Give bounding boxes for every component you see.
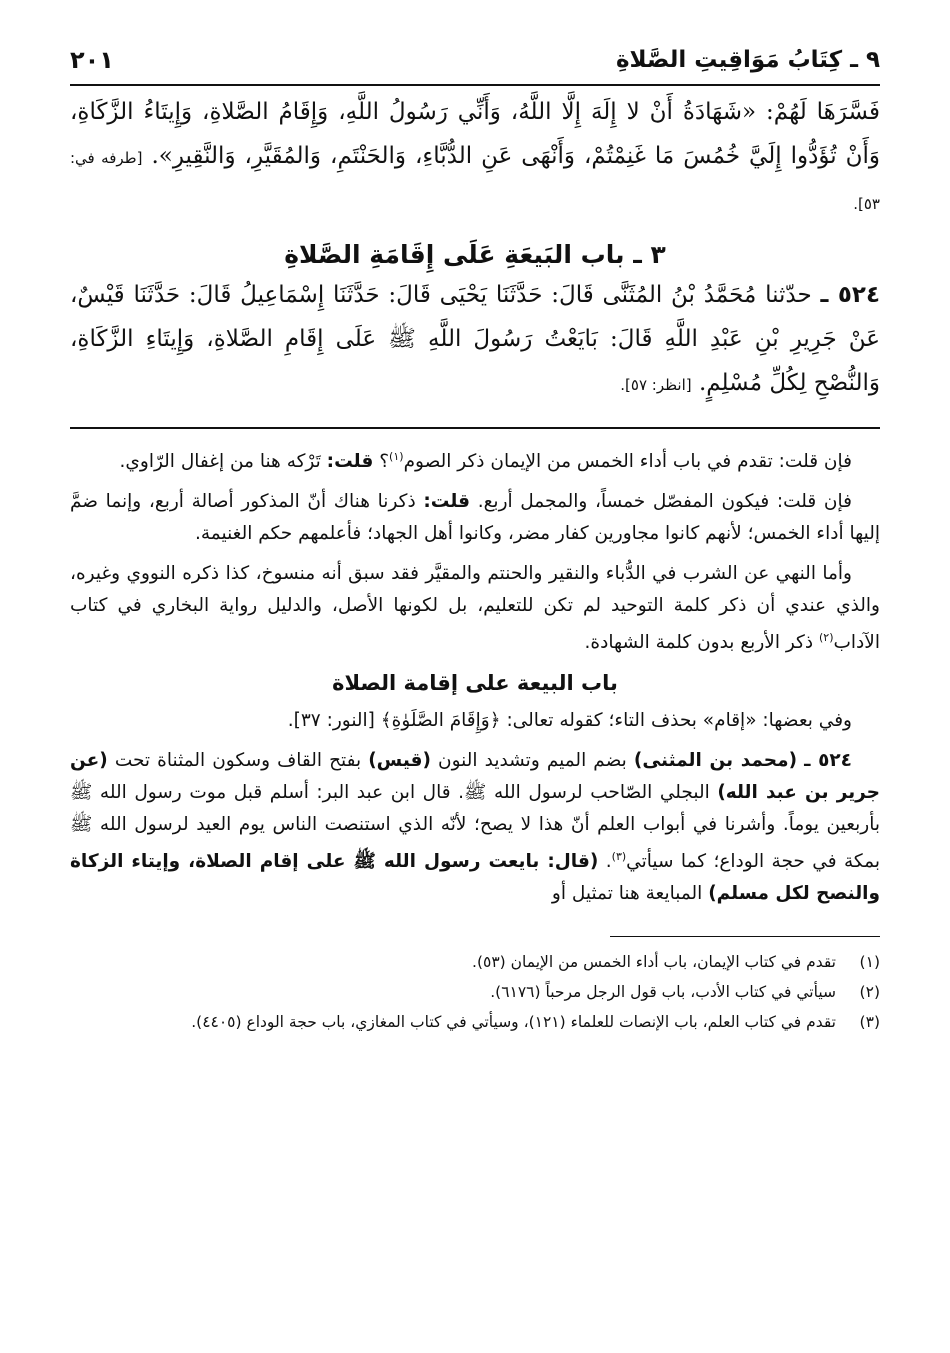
text: فإن قلت: تقدم في باب أداء الخمس من الإيمان ذكر الصوم bbox=[403, 451, 852, 473]
text: . bbox=[605, 851, 612, 873]
cross-reference: [طرفه في: ٥٣]. bbox=[70, 149, 880, 213]
qult-label: قلت: bbox=[326, 451, 374, 473]
footnote-rule bbox=[610, 936, 880, 937]
footnote-text: تقدم في كتاب العلم، باب الإنصات للعلماء (١٢١)، وسيأتي في كتاب المغازي، باب حجة الوداع (٤٤٠٥). bbox=[191, 1013, 836, 1032]
footnote-text: تقدم في كتاب الإيمان، باب أداء الخمس من الإيمان (٥٣). bbox=[472, 953, 836, 972]
commentary bbox=[70, 441, 880, 910]
commentary-paragraph bbox=[70, 486, 880, 550]
commentary-paragraph bbox=[70, 441, 880, 478]
text: وفي بعضها: «إقام» بحذف التاء؛ كقوله تعالى: bbox=[506, 710, 852, 732]
text: تَرْكه هنا من إغفال الرّاوي. bbox=[119, 451, 321, 473]
footnote bbox=[70, 947, 880, 977]
footnote bbox=[70, 1007, 880, 1037]
quran-quote: ﴿وَإِقَامَ الصَّلَوٰةِ﴾ bbox=[380, 710, 501, 732]
section-divider bbox=[70, 427, 880, 429]
text: بفتح القاف وسكون المثناة تحت bbox=[114, 750, 362, 772]
footnote-number: (١) bbox=[859, 953, 880, 972]
footnote-number: (٣) bbox=[859, 1013, 880, 1032]
hadith-number: ٥٢٤ ـ bbox=[820, 282, 881, 308]
hadith-text: حدّثنا مُحَمَّدُ بْنُ المُثَنَّى قَالَ: حَدَّثَنَا يَحْيَى قَالَ: حَدَّثَنَا إِسْمَاعِيلُ قَالَ: حَدَّثَنَا قَيْسٌ، عَنْ جَرِيرِ بْنِ عَبْدِ اللَّهِ قَالَ: بَايَعْتُ رَسُولَ اللَّهِ ﷺ عَلَى إِقَامِ الصَّلاةِ، وَإِيتَاءِ الزَّكَاةِ، وَالنُّصْحِ لِكُلِّ مُسْلِمٍ. bbox=[70, 282, 880, 396]
quran-reference: [النور: ٣٧]. bbox=[287, 710, 375, 732]
commentary-paragraph bbox=[70, 558, 880, 659]
running-title: ٩ ـ كِتَابُ مَوَاقِيتِ الصَّلاةِ bbox=[615, 47, 880, 73]
footnote-marker: (١) bbox=[389, 450, 404, 463]
footnote-text: سيأتي في كتاب الأدب، باب قول الرجل مرحباً (٦١٧٦). bbox=[490, 983, 836, 1002]
text: بضم الميم وتشديد النون bbox=[438, 750, 627, 772]
hadith-block bbox=[70, 273, 880, 407]
text: ذكر الأربع بدون كلمة الشهادة. bbox=[584, 632, 814, 654]
bold-term: (محمد بن المثنى) bbox=[633, 750, 798, 772]
footnote-marker: (٣) bbox=[611, 850, 627, 864]
page-header bbox=[70, 38, 880, 82]
text: وأما النهي عن الشرب في الدُّباء والنقير والحنتم والمقيَّر فقد سبق أنه منسوخ، كذا ذكره النووي وغيره، والذي عندي أن ذكر كلمة التوحيد لم تكن للتعليم، بل لكونها الأصل، والدليل رواية البخاري في كتاب الآداب bbox=[70, 563, 880, 654]
bold-term: (قيس) bbox=[368, 750, 431, 772]
header-rule bbox=[70, 84, 880, 86]
text: فإن قلت: فيكون المفصّل خمساً، والمجمل أربع. bbox=[477, 491, 852, 513]
hadith-text: فَسَّرَهَا لَهُمْ: «شَهَادَةُ أَنْ لا إِلَهَ إِلَّا اللَّهُ، وَأَنِّي رَسُولُ اللَّهِ، وَإِقَامُ الصَّلاةِ، وَإِيتَاءُ الزَّكَاةِ، وَأَنْ تُؤَدُّوا إِلَيَّ خُمُسَ مَا غَنِمْتُمْ، وَأَنْهَى عَنِ الدُّبَّاءِ، وَالحَنْتَمِ، وَالمُقَيَّرِ، وَالنَّقِيرِ». bbox=[70, 99, 880, 169]
hadith-continuation bbox=[70, 90, 880, 226]
footnote bbox=[70, 977, 880, 1007]
page-number: ٢٠١ bbox=[70, 46, 114, 74]
bold-term: (عن جرير بن عبد الله) bbox=[70, 750, 880, 804]
hadith-number: ٥٢٤ ـ bbox=[804, 750, 852, 772]
text: المبايعة هنا تمثيل أو bbox=[551, 883, 703, 905]
text: ذكرنا هناك أنّ المذكور أصالة أربع، وإنما ضمَّ إليها أداء الخمس؛ لأنهم كانوا مجاورين كفار مضر، وكانوا أهل الجهاد؛ فأعلمهم حكم الغنيمة. bbox=[70, 491, 880, 545]
commentary-paragraph bbox=[70, 705, 880, 737]
bold-term: (قال: بايعت رسول الله ﷺ على إقام الصلاة، وإيتاء الزكاة والنصح لكل مسلم) bbox=[70, 851, 880, 905]
book-page bbox=[70, 38, 880, 1037]
commentary-heading: باب البيعة على إقامة الصلاة bbox=[332, 671, 618, 696]
cross-reference: [انظر: ٥٧]. bbox=[620, 376, 692, 394]
footnote-number: (٢) bbox=[859, 983, 880, 1002]
footnote-marker: (٢) bbox=[818, 631, 834, 645]
text: البجلي الصّاحب لرسول الله ﷺ. قال ابن عبد البر: أسلم قبل موت رسول الله ﷺ بأربعين يوماً. وأشرنا في أبواب العلم أنّ هذا لا يصح؛ لأنّه الذي استنصت الناس يوم العيد لرسول الله ﷺ بمكة في حجة الوداع؛ كما سيأتي bbox=[70, 782, 880, 873]
qult-label: قلت: bbox=[423, 491, 471, 513]
chapter-heading: ٣ ـ باب البَيعَةِ عَلَى إِقَامَةِ الصَّلاةِ bbox=[284, 240, 666, 269]
footnotes bbox=[70, 947, 880, 1037]
commentary-paragraph bbox=[70, 745, 880, 910]
text: ؟ bbox=[379, 451, 390, 473]
